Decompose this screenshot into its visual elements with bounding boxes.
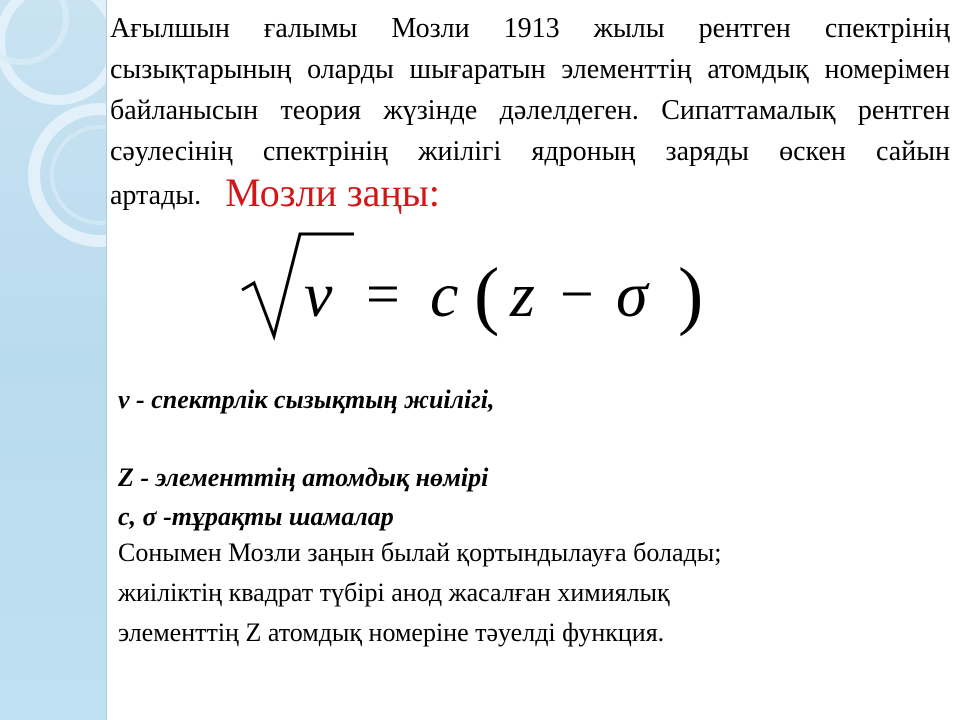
formula-nu: ν [304,259,333,330]
sqrt-sign [242,234,354,336]
sigma-symbol: σ [142,502,157,531]
c-prefix: c, [118,502,143,531]
formula-open-paren: ( [474,253,500,337]
formula-equals: = [366,261,400,327]
moseley-formula [238,228,718,348]
constants-description: -тұрақты шамалар [156,502,394,531]
intro-text: Ағылшын ғалымы Мозли 1913 жылы рентген спектрінің сызықтарының оларды шығаратын элементтің атомдық номерімен байланысын теория жүзінде дәлелдеген. Сипаттамалық рентген сәулесінің спектрінің жиілігі ядроның заряды өскен сайын артады. [110,13,950,211]
legend-nu [118,385,495,415]
decorative-sidebar [0,0,107,720]
conclusion-line-1: Сонымен Мозли заңын былай қортындылауға болады; [118,538,722,567]
law-title: Мозли заңы: [225,170,440,215]
legend-z [118,463,488,493]
decorative-rings [0,0,106,720]
legend-constants [118,502,394,532]
nu-description: - спектрлік сызықтың жиілігі, [129,385,495,414]
formula-close-paren: ) [678,253,704,337]
formula-sigma: σ [616,259,648,330]
nu-symbol: ν [118,385,130,414]
formula-z: z [510,259,535,330]
formula-minus: − [560,261,594,327]
formula-c: c [430,259,459,330]
conclusion-line-3: элементтің Z атомдық номеріне тәуелді функция. [118,618,665,647]
conclusion-line-2: жиіліктің квадрат түбірі анод жасалған химиялық [118,578,670,607]
z-description: Z - элементтің атомдық нөмірі [118,463,489,492]
intro-paragraph [110,8,950,216]
